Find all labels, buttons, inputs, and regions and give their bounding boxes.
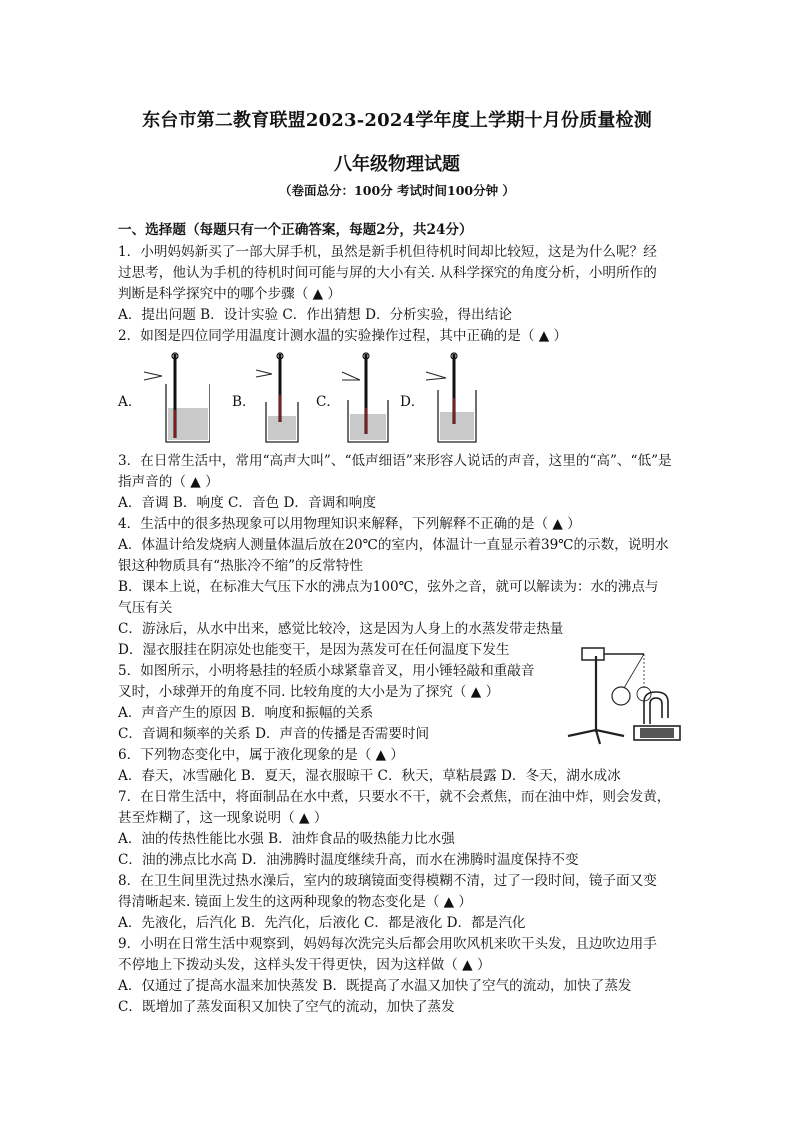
text-line: 9．小明在日常生活中观察到，妈妈每次洗完头后都会用吹风机来吹干头发，且边吹边用手 (118, 936, 657, 952)
text-line: A．提出问题 B．设计实验 C．作出猜想 D．分析实验，得出结论 (118, 307, 512, 323)
text-line: A．油的传热性能比水强 B．油炸食品的吸热能力比水强 (118, 831, 455, 847)
text-line: 2．如图是四位同学用温度计测水温的实验操作过程，其中正确的是（ ▲ ） (118, 328, 568, 344)
text-line: 3．在日常生活中，常用“高声大叫”、“低声细语”来形容人说话的声音，这里的“高”、“低”是 (118, 453, 672, 469)
tuning-fork-apparatus-figure (560, 640, 690, 750)
q2-option-a-label: A． (118, 394, 142, 410)
text-line: D．湿衣服挂在阴凉处也能变干，是因为蒸发可在任何温度下发生 (118, 642, 510, 658)
text-line: 指声音的（ ▲ ） (118, 474, 219, 490)
text-line: 不停地上下拨动头发，这样头发干得更快，因为这样做（ ▲ ） (118, 957, 491, 973)
text-line: 气压有关 (118, 600, 173, 616)
text-line: 4．生活中的很多热现象可以用物理知识来解释，下列解释不正确的是（ ▲ ） (118, 516, 581, 532)
text-line: 8．在卫生间里洗过热水澡后，室内的玻璃镜面变得模糊不清，过了一段时间，镜子面又变 (118, 873, 657, 889)
text-line: 甚至炸糊了，这一现象说明（ ▲ ） (118, 810, 328, 826)
text-line: 6．下列物态变化中，属于液化现象的是（ ▲ ） (118, 747, 405, 763)
exam-subtitle: 八年级物理试题 (334, 154, 460, 175)
text-line: C．油的沸点比水高 D．油沸腾时温度继续升高，而水在沸腾时温度保持不变 (118, 852, 579, 868)
text-line: C．音调和频率的关系 D．声音的传播是否需要时间 (118, 726, 430, 742)
text-line: 叉时，小球弹开的角度不同. 比较角度的大小是为了探究（ ▲ ） (118, 684, 500, 700)
text-line: B．课本上说，在标准大气压下水的沸点为100℃，弦外之音，就可以解读为：水的沸点与 (118, 579, 659, 595)
section-heading: 一、选择题（每题只有一个正确答案，每题2分，共24分） (118, 222, 473, 238)
text-line: 银这种物质具有“热胀冷不缩”的反常特性 (118, 558, 363, 574)
text-line: C．游泳后，从水中出来，感觉比较冷，这是因为人身上的水蒸发带走热量 (118, 621, 564, 637)
thermometer-beaker-a-figure (140, 350, 210, 446)
text-line: A．声音产生的原因 B．响度和振幅的关系 (118, 705, 374, 721)
text-line: 7．在日常生活中，将面制品在水中煮，只要水不干，就不会煮焦，而在油中炸，则会发黄， (118, 789, 671, 805)
q2-option-c-label: C． (316, 394, 340, 410)
exam-title: 东台市第二教育联盟2023-2024学年度上学期十月份质量检测 (142, 110, 652, 131)
text-line: 得清晰起来. 镜面上发生的这两种现象的物态变化是（ ▲ ） (118, 894, 472, 910)
text-line: 过思考，他认为手机的待机时间可能与屏的大小有关. 从科学探究的角度分析，小明所作的 (118, 265, 657, 281)
text-line: A．先液化，后汽化 B．先汽化，后液化 C．都是液化 D．都是汽化 (118, 915, 526, 931)
exam-info: （卷面总分：100分 考试时间100分钟 ） (279, 183, 515, 198)
text-line: A．仅通过了提高水温来加快蒸发 B．既提高了水温又加快了空气的流动，加快了蒸发 (118, 978, 632, 994)
thermometer-beaker-c-figure (334, 350, 390, 446)
text-line: 判断是科学探究中的哪个步骤（ ▲ ） (118, 286, 342, 302)
text-line: A．体温计给发烧病人测量体温后放在20℃的室内，体温计一直显示着39℃的示数，说明水 (118, 537, 669, 553)
text-line: A．音调 B．响度 C．音色 D．音调和响度 (118, 495, 376, 511)
thermometer-beaker-d-figure (418, 350, 478, 446)
thermometer-beaker-b-figure (250, 350, 300, 446)
text-line: 1．小明妈妈新买了一部大屏手机，虽然是新手机但待机时间却比较短，这是为什么呢？经 (118, 244, 657, 260)
q2-option-b-label: B． (232, 394, 256, 410)
text-line: 5．如图所示，小明将悬挂的轻质小球紧靠音叉，用小锤轻敲和重敲音 (118, 663, 535, 679)
text-line: C．既增加了蒸发面积又加快了空气的流动，加快了蒸发 (118, 999, 455, 1015)
q2-option-d-label: D． (400, 394, 425, 410)
text-line: A．春天，冰雪融化 B．夏天，湿衣服晾干 C．秋天，草粘晨露 D．冬天，湖水成冰 (118, 768, 621, 784)
